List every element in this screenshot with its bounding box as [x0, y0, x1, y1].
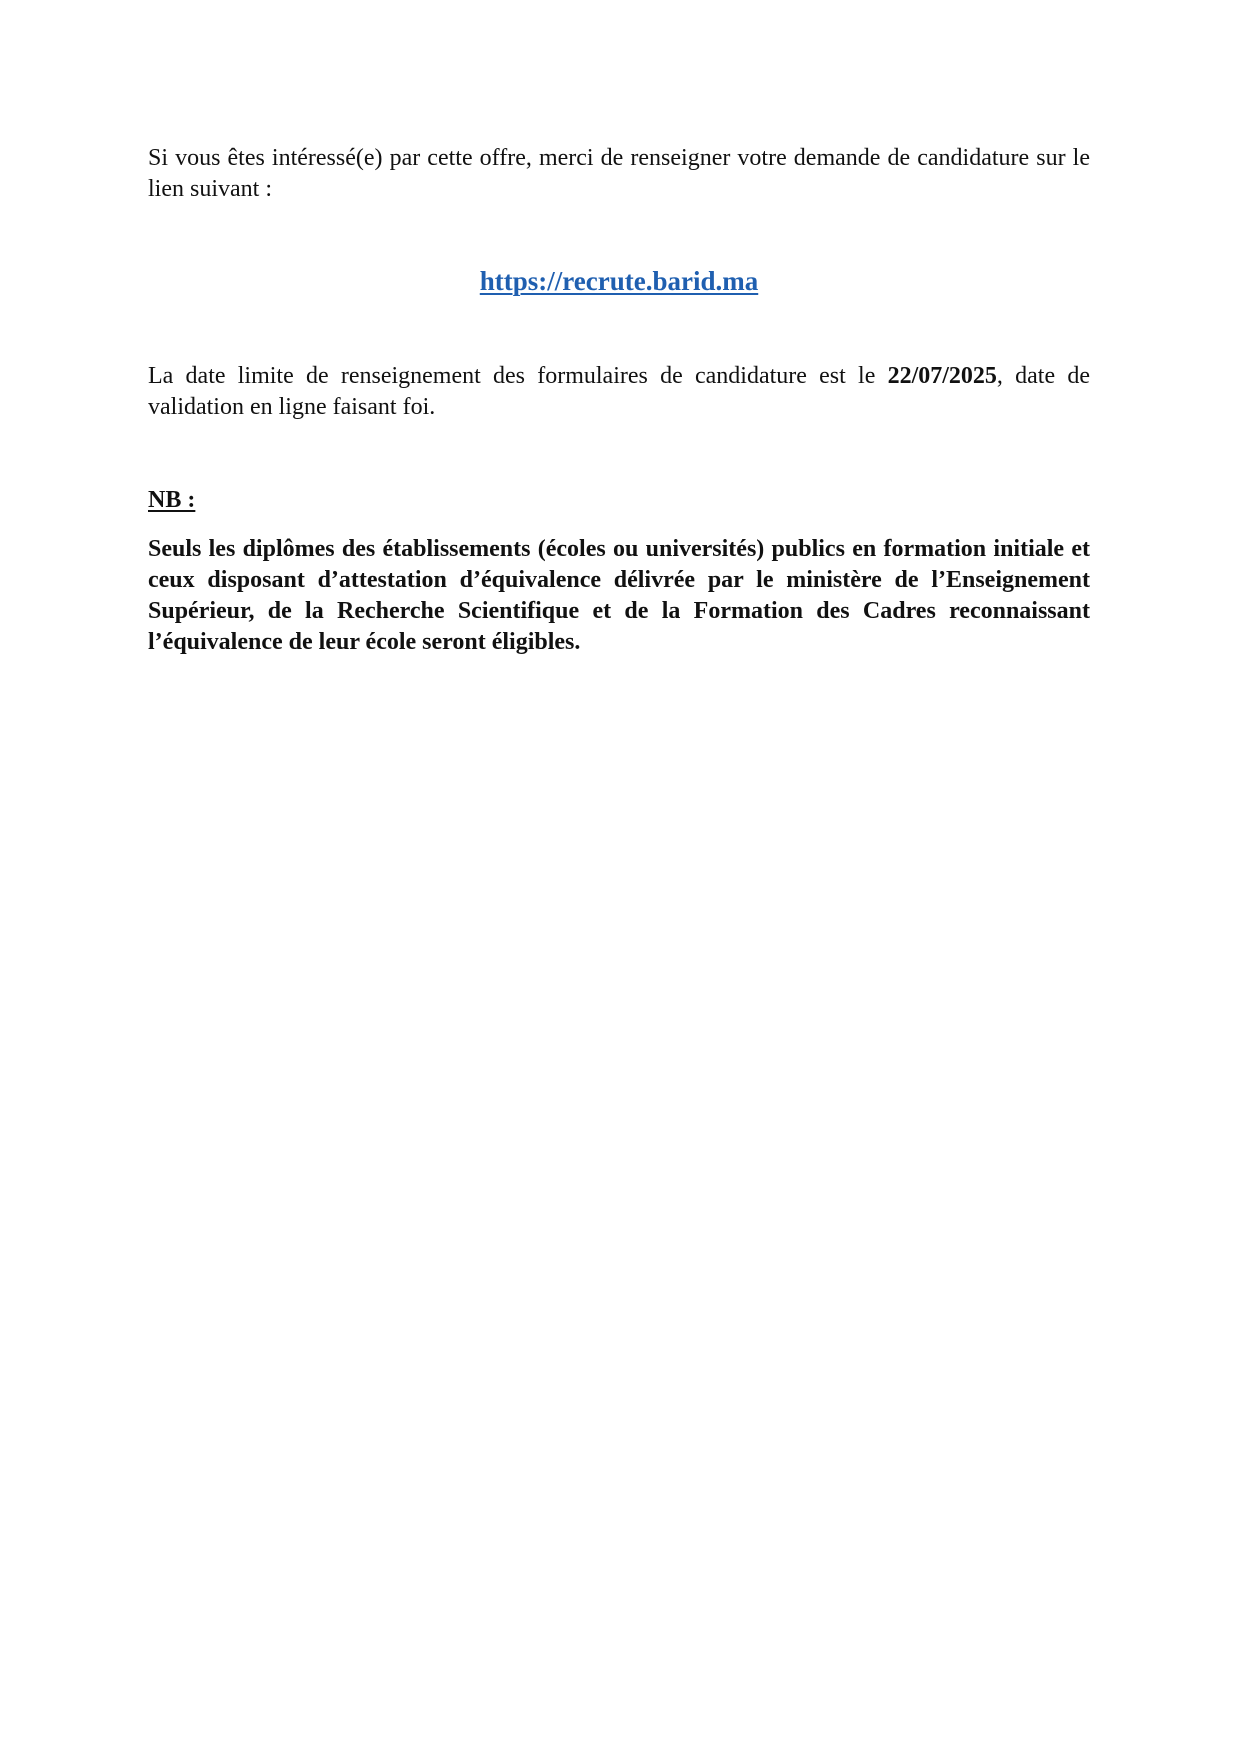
nb-heading: NB : — [148, 487, 196, 513]
intro-paragraph: Si vous êtes intéressé(e) par cette offre, merci de renseigner votre demande de candidature sur le lien suivant : — [148, 145, 1090, 202]
document-content — [148, 143, 1090, 658]
deadline-paragraph — [148, 361, 1090, 423]
nb-paragraph: Seuls les diplômes des établissements (écoles ou universités) publics en formation initiale et ceux disposant d’attestation d’équivalence délivrée par le ministère de l’Enseignement Supérieur, de la Recherche Scientifique et de la Formation des Cadres reconnaissant l’équivalence de leur école seront éligibles. — [148, 536, 1090, 655]
deadline-date: 22/07/2025 — [887, 363, 997, 389]
link-container — [148, 266, 1090, 297]
deadline-text-after: , date de validation en ligne faisant foi. — [148, 363, 1091, 420]
deadline-text-before: La date limite de renseignement des formulaires de candidature est le — [148, 363, 888, 389]
application-link[interactable]: https://recrute.barid.ma — [479, 266, 759, 296]
